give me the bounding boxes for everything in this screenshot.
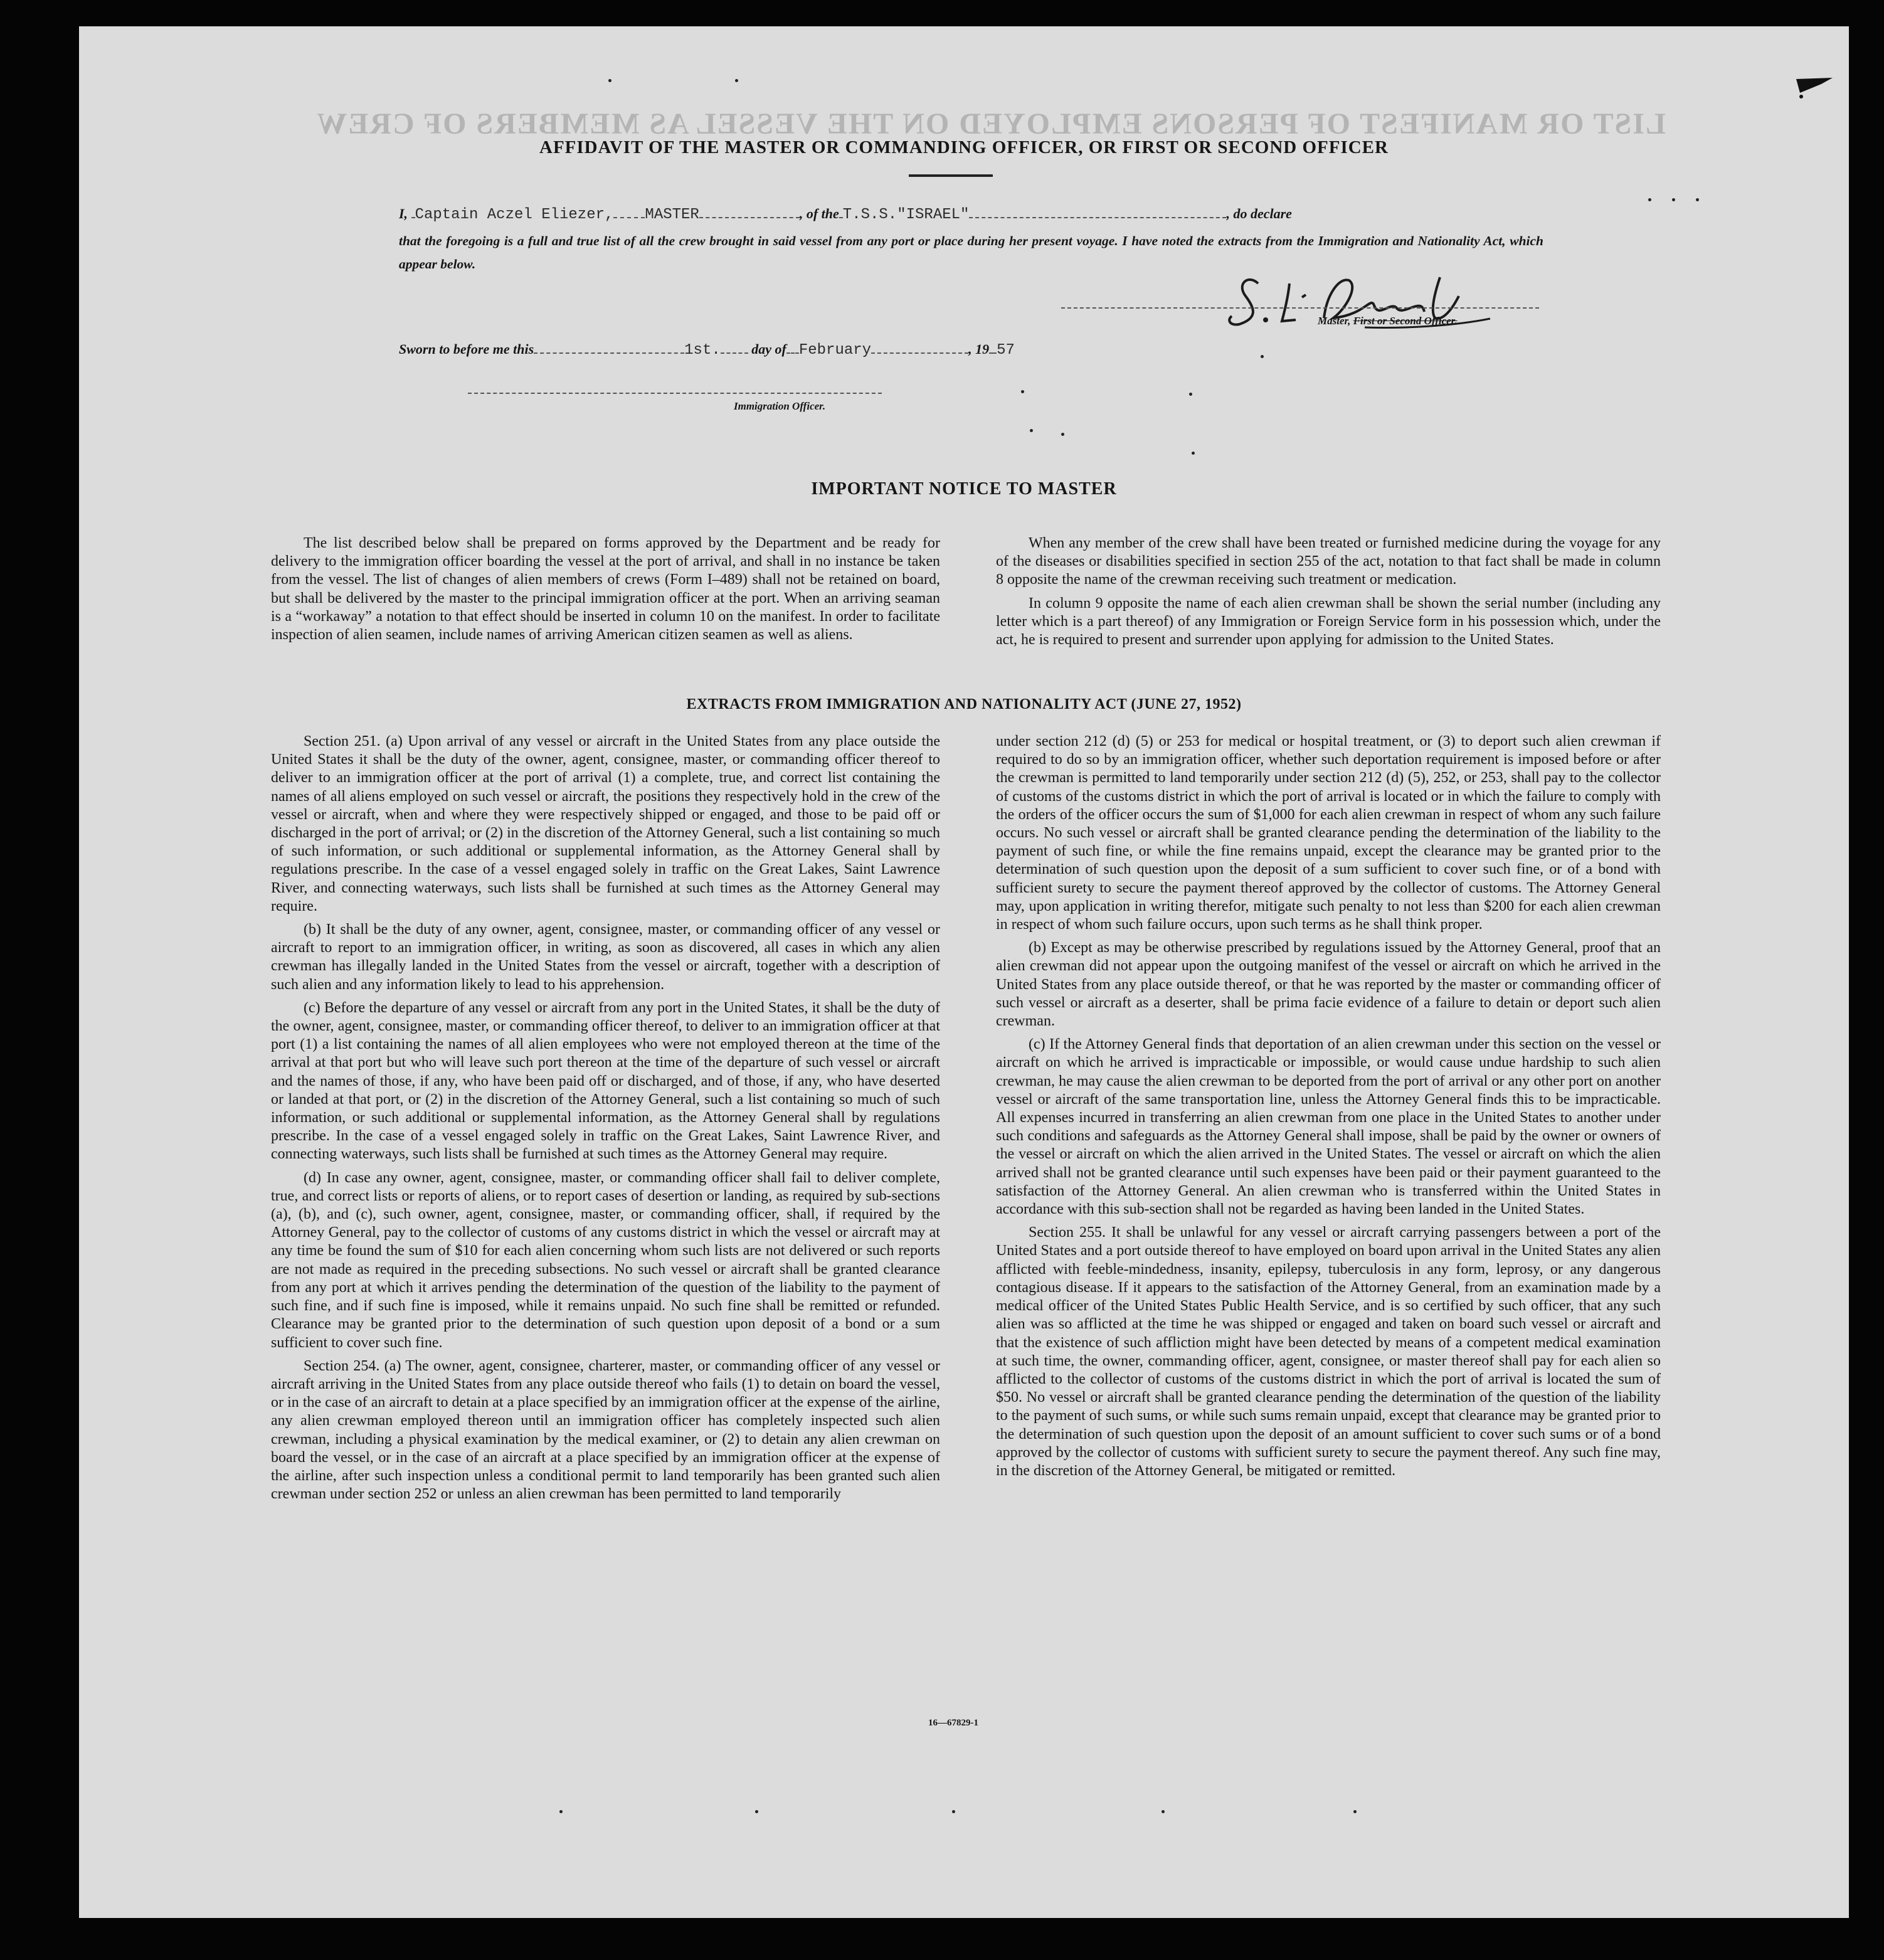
section-254-a-continued: under section 212 (d) (5) or 253 for medical or hospital treatment, or (3) to deport such alien crewman if required to do so by an immigration officer, whether such deportation requirement is imposed before or after the crewman is permitted to land temporarily under section 212 (d) (5), 252, or 253, shall pay to the collector of customs of the customs district in which the port of arrival is located or in which the failure to comply with the orders of the officer occurs the sum of $1,000 for each alien crewman in respect of whom any such failure occurs. No such vessel or aircraft shall be granted clearance pending the determination of the liability to the payment of such fine, or while the fine remains unpaid, except the clearance may be granted prior to the determination of such question upon the deposit of a sum sufficient to cover such fine, or of a bond with sufficient surety to secure the payment thereof approved by the collector of customs. The Attorney General may, upon application in writing therefor, mitigate such penalty to not less than $200 for each alien crewman in respect of whom such failure occurs, upon such terms as he shall think proper. (996, 733, 1661, 933)
section-255: Section 255. It shall be unlawful for any vessel or aircraft carrying passengers between a port of the United States and a port outside thereof to have employed on board upon arrival in the United States any alien afflicted with feeble-mindedness, insanity, epilepsy, tuberculosis in any form, leprosy, or any dangerous contagious disease. If it appears to the satisfaction of the Attorney General, from an examination made by a medical officer of the United States Public Health Service, and is so certified by such officer, that any such alien was so afflicted at the time he was shipped or engaged and taken on board such vessel or aircraft and that the existence of such affliction might have been detected by means of a competent medical examination at such time, the owner, commanding officer, agent, consignee, or master thereof shall pay for each alien so afflicted to the collector of customs of the customs district in which the port of arrival is located the sum of $50. No vessel or aircraft shall be granted clearance pending the determination of the question of the liability to the payment of such sums, or while such sums remain unpaid, except that clearance may be granted prior to the determination of such question upon the deposit of an amount sufficient to cover such sums or of a bond approved by the collector of customs with sufficient surety to secure the payment thereof. Any such fine may, in the discretion of the Attorney General, be mitigated or remitted. (996, 1224, 1661, 1479)
notice-heading: IMPORTANT NOTICE TO MASTER (811, 479, 1117, 499)
master-caption: Master, (1318, 315, 1353, 327)
rank-field: MASTER (645, 206, 699, 223)
sworn-line (399, 341, 1015, 359)
month-field: February (798, 342, 872, 359)
form-code: 16—67829-1 (928, 1718, 978, 1728)
extracts-right-column (996, 733, 1661, 1485)
section-254-a: Section 254. (a) The owner, agent, consignee, charterer, master, or commanding officer of any vessel or aircraft arriving in the United States from any place outside thereof who fails (1) to detain on board the vessel, or in the case of an aircraft to detain at a place specified by an immigration officer at the expense of the airline, any alien crewman employed thereon until an immigration officer has completely inspected such alien crewman, including a physical examination by the medical examiner, or (2) to detain any alien crewman on board the vessel, or in the case of an aircraft at a place specified by an immigration officer at the expense of the airline, after such inspection unless a conditional permit to land temporarily has been granted such alien crewman under section 252 or unless an alien crewman has been permitted to land temporarily (271, 1357, 940, 1503)
notice-right-column (996, 534, 1661, 654)
speck-mark (1261, 355, 1264, 358)
section-254-c: (c) If the Attorney General finds that deportation of an alien crewman under this section on the vessel or aircraft on which he arrived is impracticable or impossible, or would cause undue hardship to such alien crewman, he may cause the alien crewman to be deported from the port of arrival or any other port on another vessel or aircraft of the same transportation line, unless the Attorney General finds this to be impracticable. All expenses incurred in transferring an alien crewman from one place in the United States to another under such conditions and safeguards as the Attorney General shall impose, shall be paid by the owner or owners of the vessel or aircraft on which the alien arrived in the United States. The vessel or aircraft on which the alien arrived shall not be granted clearance until such expenses have been paid or their payment guaranteed to the satisfaction of the Attorney General. An alien crewman who is transferred within the United States in accordance with this sub-section shall not be regarded as having been landed in the United States. (996, 1036, 1661, 1218)
signature-line (1061, 307, 1539, 309)
do-declare-label: , do declare (1226, 206, 1292, 221)
declaration-statement: that the foregoing is a full and true list of all the crew brought in said vessel from any port or place during her present voyage. I have noted the extracts from the Immigration and Nationality Act, which appear below. (399, 233, 1543, 272)
speck-mark (1648, 198, 1651, 201)
extracts-heading: EXTRACTS FROM IMMIGRATION AND NATIONALITY ACT (JUNE 27, 1952) (686, 696, 1242, 712)
speck-mark (1189, 393, 1192, 396)
speck-mark (1021, 390, 1024, 393)
day-of-label: day of (751, 341, 786, 357)
notice-left-paragraph: The list described below shall be prepared on forms approved by the Department and be ready for delivery to the immigration officer boarding the vessel at the port of arrival, and shall in no instance be taken from the vessel. The list of changes of alien members of crews (Form I–489) shall not be retained on board, but shall be delivered by the master to the principal immigration officer at the port. When an arriving seaman is a “workaway” a notation to that effect should be inserted in column 10 on the manifest. In order to facilitate inspection of alien seamen, include names of arriving American citizen seamen as well as aliens. (271, 535, 940, 644)
bleed-through-text: LIST OR MANIFEST OF PERSONS EMPLOYED ON THE VESSEL AS MEMBERS OF CREW (315, 107, 1666, 140)
document-page (79, 26, 1849, 1918)
declaration-line (399, 206, 1292, 223)
section-251-a: Section 251. (a) Upon arrival of any vessel or aircraft in the United States from any place outside the United States it shall be the duty of the owner, agent, consignee, master, or commanding officer thereof to deliver to an immigration officer at the port of arrival (1) a complete, true, and correct list containing the names of all aliens employed on such vessel or aircraft, the positions they respectively hold in the crew of the vessel or aircraft, when and where they were respectively shipped or engaged, and those to be paid off or discharged in the port of arrival; or (2) in the discretion of the Attorney General, such a list containing so much of such information, or such additional or supplemental information, as the Attorney General shall by regulations prescribe. In the case of a vessel engaged solely in traffic on the Great Lakes, Saint Lawrence River, and connecting waterways, such lists shall be furnished at such times as the Attorney General may require. (271, 733, 940, 914)
notice-right-paragraph-1: When any member of the crew shall have been treated or furnished medicine during the voyage for any of the diseases or disabilities specified in section 255 of the act, notation to that fact shall be made in column 8 opposite the name of the crewman receiving such treatment or medication. (996, 535, 1661, 588)
speck-mark (1672, 198, 1675, 201)
speck-mark (735, 79, 738, 82)
speck-mark (559, 1810, 563, 1813)
year-prefix: , 19 (968, 341, 990, 357)
extracts-left-column (271, 733, 940, 1508)
title-rule (909, 174, 993, 177)
signature-caption (1318, 315, 1458, 327)
declare-prefix: I, (399, 206, 408, 221)
officer-signature-line (468, 393, 882, 394)
officer-caption: Immigration Officer. (734, 400, 826, 412)
notice-right-paragraph-2: In column 9 opposite the name of each alien crewman shall be shown the serial number (including any letter which is a part thereof) of any Immigration or Foreign Service form in his possession which, under the act, he is required to present and surrender upon applying for admission to the United States. (996, 595, 1661, 649)
year-field: 57 (997, 342, 1015, 359)
struck-officer-caption: First or Second Officer. (1353, 315, 1458, 327)
speck-mark (1353, 1810, 1357, 1813)
vessel-field: T.S.S."ISRAEL" (842, 206, 970, 223)
speck-mark (1696, 198, 1699, 201)
section-251-d: (d) In case any owner, agent, consignee, master, or commanding officer shall fail to deliver complete, true, and correct lists or reports of aliens, or to report cases of desertion or landing, as required by sub-sections (a), (b), and (c), such owner, agent, consignee, master, or commanding officer, shall, if required by the Attorney General, pay to the collector of customs of any customs district in which the vessel or aircraft may at any time be found the sum of $10 for each alien concerning whom such lists are not delivered or such reports are not made as required in the preceding subsections. No such vessel or aircraft shall be granted clearance from any port at which it arrives pending the determination of the question of the liability to the payment of such fine, and if such fine is imposed, while it remains unpaid. No such fine shall be remitted or refunded. Clearance may be granted prior to the determination of such question upon deposit of a bond or a sum sufficient to cover such fine. (271, 1169, 940, 1351)
section-254-b: (b) Except as may be otherwise prescribed by regulations issued by the Attorney General, proof that an alien crewman did not appear upon the outgoing manifest of the vessel or aircraft on which he arrived in the United States from any place outside thereof, or that he was reported by the master or commanding officer of such vessel or aircraft as a deserter, shall be prima facie evidence of a failure to detain or deport such alien crewman. (996, 940, 1661, 1030)
speck-mark (1162, 1810, 1165, 1813)
speck-mark (1061, 433, 1064, 436)
speck-mark (1192, 452, 1195, 455)
clip-mark-icon (1794, 75, 1838, 100)
master-name-field: Captain Aczel Eliezer, (415, 206, 614, 223)
of-the-label: , of the (799, 206, 839, 221)
day-field: 1st. (684, 342, 721, 359)
affidavit-title: AFFIDAVIT OF THE MASTER OR COMMANDING OFFICER, OR FIRST OR SECOND OFFICER (539, 137, 1389, 157)
notice-left-column (271, 534, 940, 649)
section-251-b: (b) It shall be the duty of any owner, agent, consignee, master, or commanding officer of any vessel or aircraft to report to an immigration officer, in writing, as soon as discovered, all cases in which any alien crewman has illegally landed in the United States from the vessel or aircraft, together with a description of such alien and any information likely to lead to his apprehension. (271, 921, 940, 993)
sworn-prefix: Sworn to before me this (399, 341, 534, 357)
speck-mark (952, 1810, 955, 1813)
speck-mark (1030, 429, 1033, 432)
section-251-c: (c) Before the departure of any vessel or aircraft from any port in the United States, it shall be the duty of the owner, agent, consignee, master, or commanding officer thereof, to deliver to an immigration officer at that port (1) a list containing the names of all alien employees who were not employed thereon at the time of the arrival at that port but who will leave such port thereon at the time of the departure of such vessel or aircraft and the names of those, if any, who have been paid off or discharged, and of those, if any, who have deserted or landed at that port, or (2) in the discretion of the Attorney General, such a list containing so much of such information, or such additional or supplemental information, as the Attorney General shall by regulations prescribe. In the case of a vessel engaged solely in traffic on the Great Lakes, Saint Lawrence River, and connecting waterways, such lists shall be furnished at such times as the Attorney General may require. (271, 999, 940, 1163)
speck-mark (608, 79, 611, 82)
speck-mark (755, 1810, 758, 1813)
